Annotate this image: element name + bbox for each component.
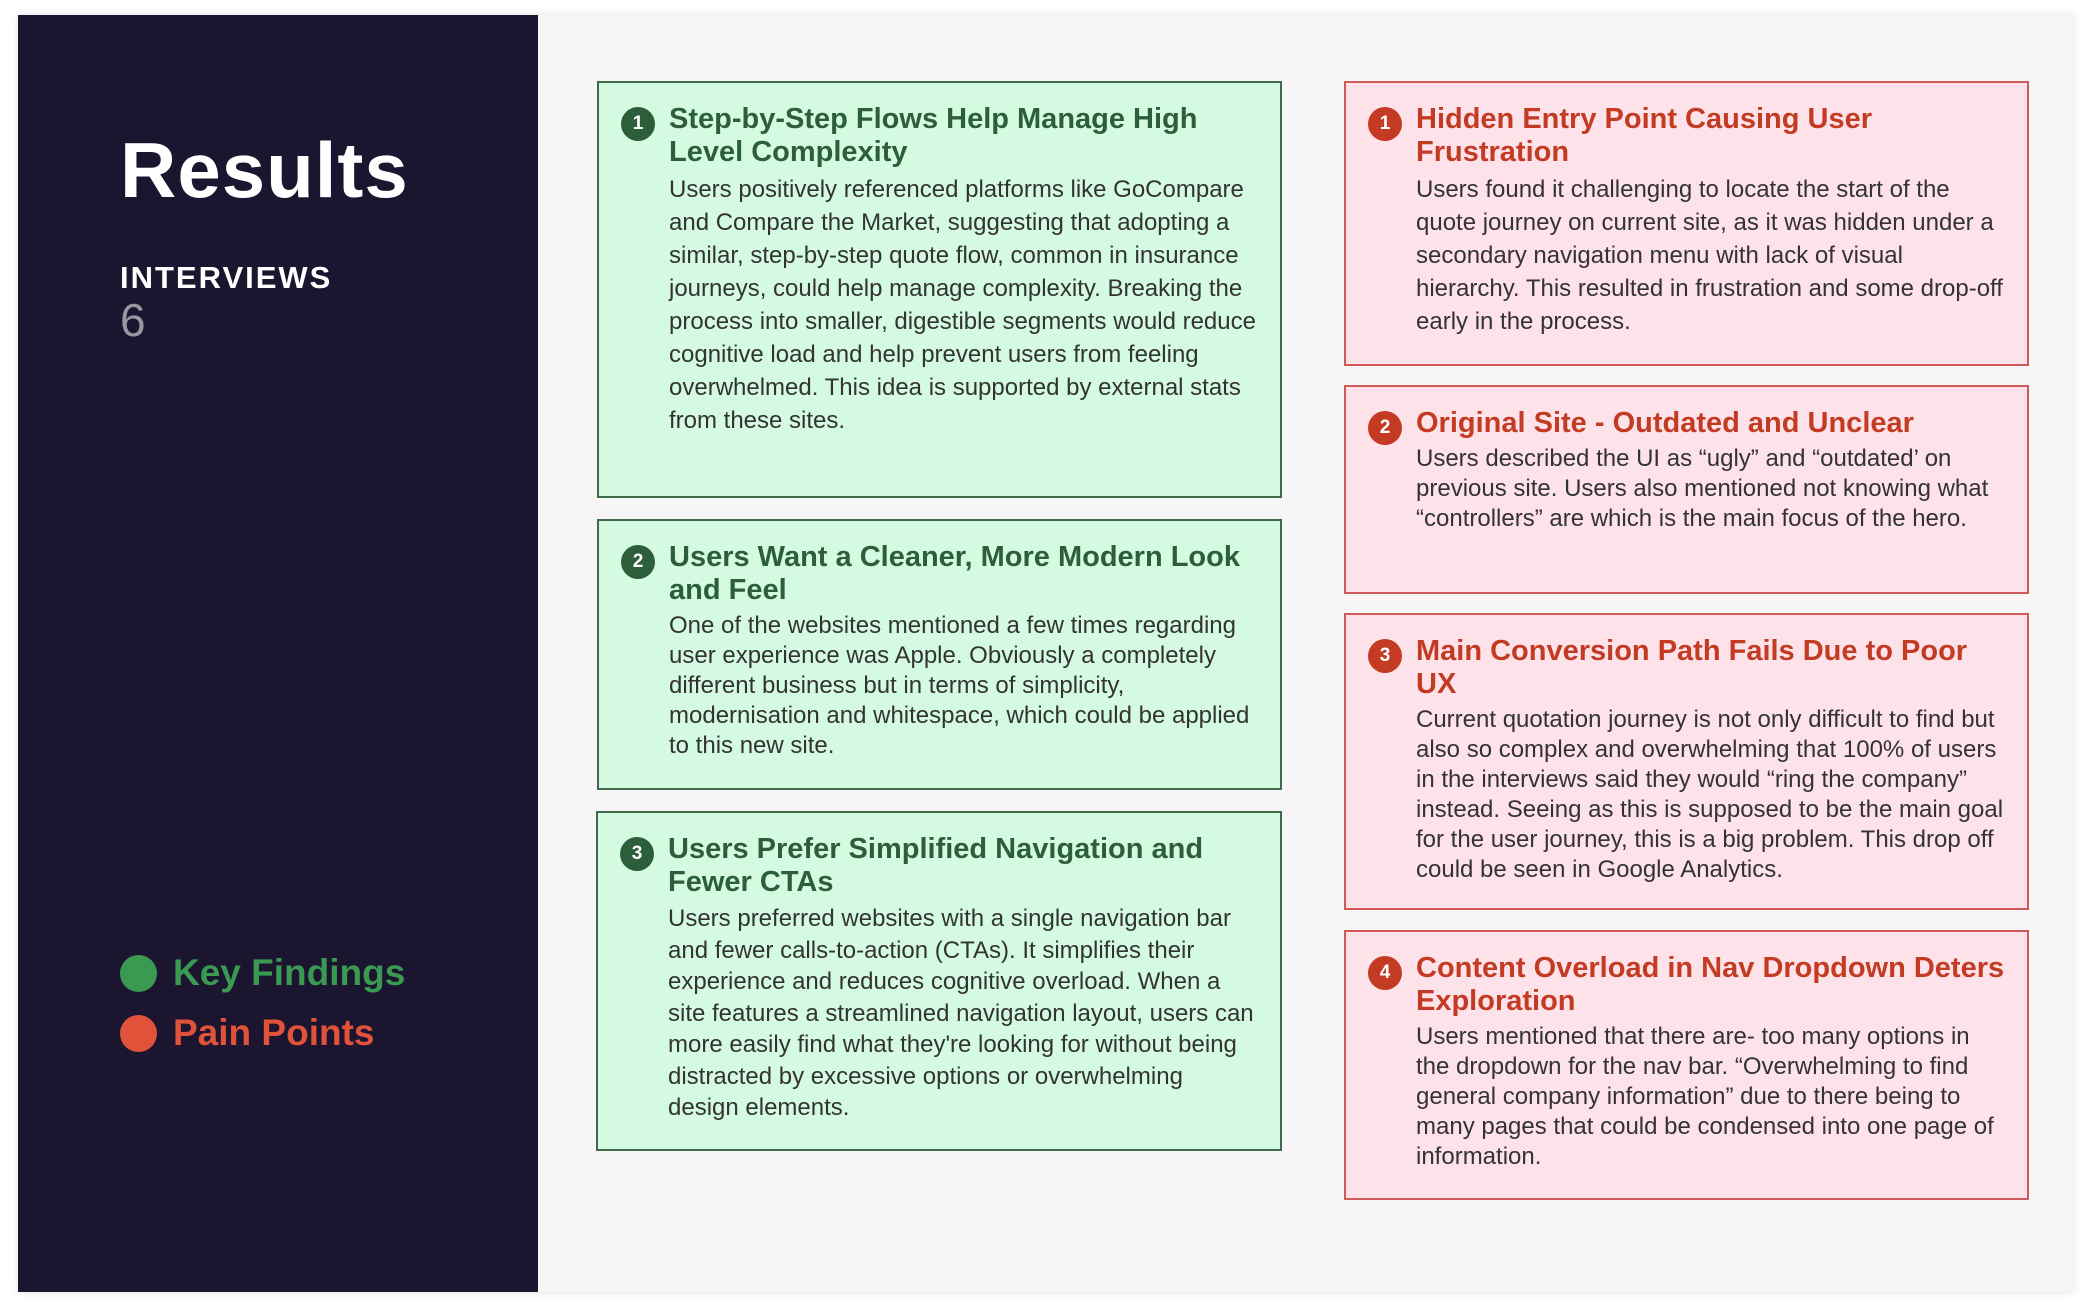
green-dot-icon bbox=[120, 955, 157, 992]
pain-point-card bbox=[1344, 613, 2029, 910]
legend-key-findings bbox=[120, 953, 405, 993]
card-body: Current quotation journey is not only difficult to find but also so complex and overwhelming that 100% of users in the interviews said they would “ring the company” instead. Seeing as this is supposed to be the main goal for the user journey, this is a big problem. This drop off could be seen in Google Analytics. bbox=[1416, 706, 2004, 883]
key-finding-card bbox=[596, 811, 1282, 1151]
legend-pain-points bbox=[120, 1013, 374, 1053]
number-badge: 2 bbox=[621, 545, 655, 579]
number-badge: 2 bbox=[1368, 411, 1402, 445]
card-title: Content Overload in Nav Dropdown Deters Exploration bbox=[1416, 952, 2005, 1017]
number-badge: 3 bbox=[620, 837, 654, 871]
pain-point-card bbox=[1344, 81, 2029, 366]
card-title: Hidden Entry Point Causing User Frustration bbox=[1416, 103, 1872, 168]
card-body: Users positively referenced platforms like GoCompare and Compare the Market, suggesting that adopting a similar, step-by-step quote flow, common in insurance journeys, could help manage complexity. Breaking the process into smaller, digestible segments would reduce cognitive load and help prevent users from feeling overwhelmed. This idea is supported by external stats from these sites. bbox=[669, 176, 1256, 434]
key-finding-card bbox=[597, 519, 1282, 790]
card-body: Users preferred websites with a single navigation bar and fewer calls-to-action (CTAs). It simplifies their experience and reduces cognitive overload. When a site features a streamlined navigation layout, users can more easily find what they're looking for without being distracted by excessive options or overwhelming design elements. bbox=[668, 905, 1254, 1121]
card-body: Users described the UI as “ugly” and “outdated’ on previous site. Users also mentioned not knowing what “controllers” are which is the main focus of the hero. bbox=[1416, 445, 1989, 532]
card-body: Users found it challenging to locate the start of the quote journey on current site, as it was hidden under a secondary navigation menu with lack of visual hierarchy. This resulted in frustration and some drop-off early in the process. bbox=[1416, 176, 2003, 335]
legend-key-findings-label: Key Findings bbox=[173, 952, 406, 993]
card-body: Users mentioned that there are- too many options in the dropdown for the nav bar. “Overwhelming to find general company information” due to there being to many pages that could be condensed into one page of information. bbox=[1416, 1023, 1994, 1170]
pain-point-card bbox=[1344, 385, 2029, 594]
key-finding-card bbox=[597, 81, 1282, 498]
interviews-label: INTERVIEWS bbox=[120, 260, 333, 295]
page-title: Results bbox=[120, 126, 409, 214]
card-body: One of the websites mentioned a few times regarding user experience was Apple. Obviously a completely different business but in terms of simplicity, modernisation and whitespace, which could be applied to this new site. bbox=[669, 612, 1250, 759]
card-title: Step-by-Step Flows Help Manage High Level Complexity bbox=[669, 103, 1198, 168]
legend-pain-points-label: Pain Points bbox=[173, 1012, 375, 1053]
orange-dot-icon bbox=[120, 1015, 157, 1052]
interviews-count: 6 bbox=[120, 294, 146, 346]
number-badge: 1 bbox=[621, 107, 655, 141]
number-badge: 4 bbox=[1368, 956, 1402, 990]
number-badge: 3 bbox=[1368, 639, 1402, 673]
pain-point-card bbox=[1344, 930, 2029, 1200]
card-title: Users Prefer Simplified Navigation and Fewer CTAs bbox=[668, 833, 1204, 898]
card-title: Main Conversion Path Fails Due to Poor UX bbox=[1416, 635, 1968, 700]
number-badge: 1 bbox=[1368, 107, 1402, 141]
card-title: Users Want a Cleaner, More Modern Look and Feel bbox=[669, 541, 1240, 606]
card-title: Original Site - Outdated and Unclear bbox=[1416, 407, 1914, 439]
